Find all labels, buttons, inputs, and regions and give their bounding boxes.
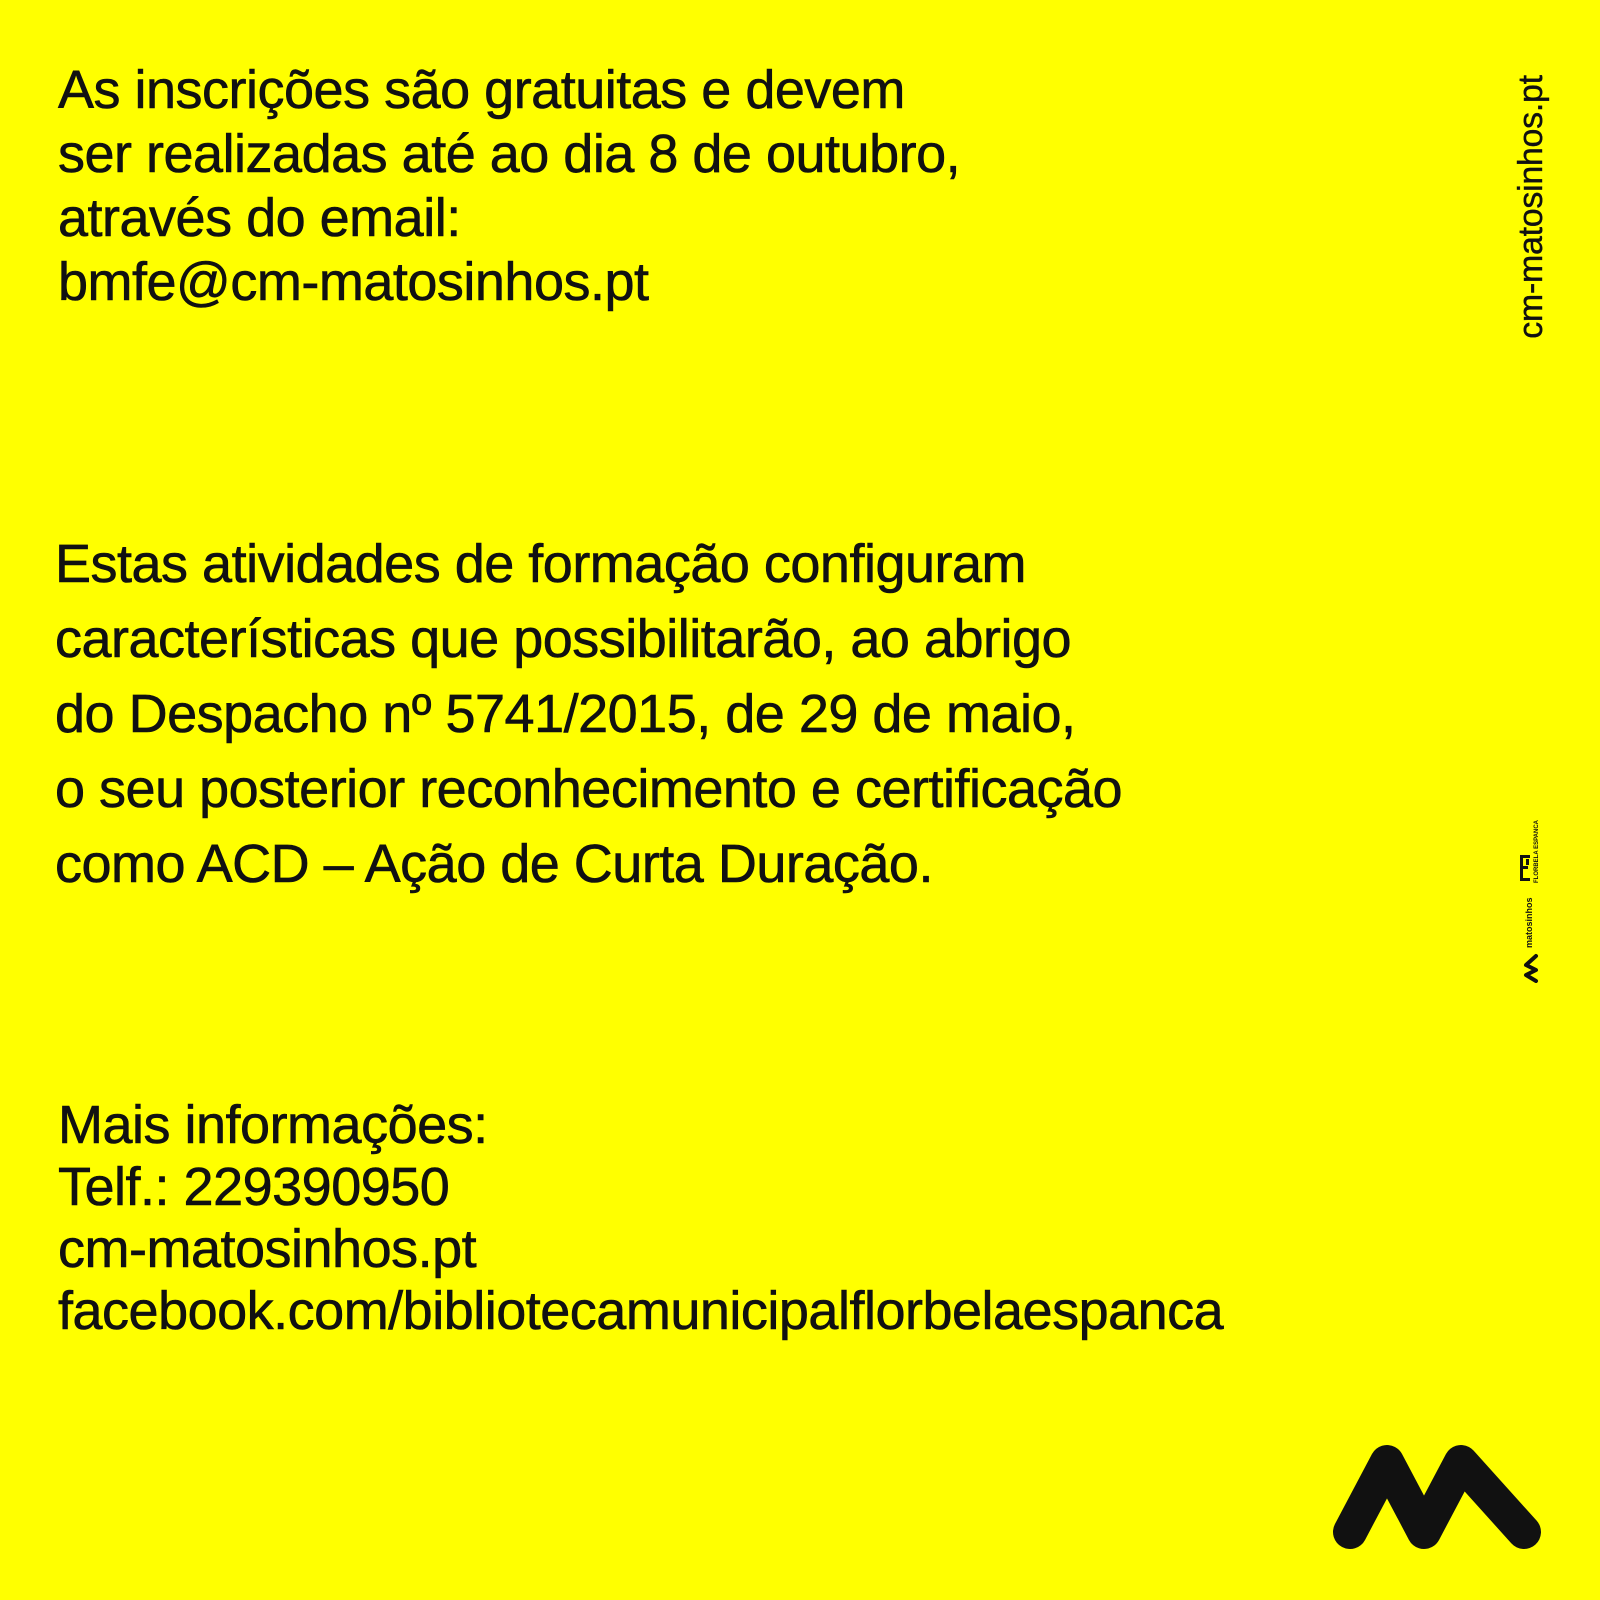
registration-email: bmfe@cm-matosinhos.pt	[58, 252, 649, 312]
contact-website: cm-matosinhos.pt	[58, 1219, 477, 1279]
certification-text	[55, 527, 1122, 902]
registration-line: através do email:	[58, 188, 461, 248]
contact-info	[58, 1094, 1223, 1342]
matosinhos-m-logo-icon	[1332, 1440, 1542, 1552]
matosinhos-logo-text: matosinhos	[1524, 897, 1534, 948]
certification-line: o seu posterior reconhecimento e certificação	[55, 759, 1123, 819]
side-website-text: cm-matosinhos.pt	[1512, 75, 1550, 339]
contact-facebook: facebook.com/bibliotecamunicipalflorbelaespanca	[58, 1281, 1224, 1341]
certification-line: do Despacho nº 5741/2015, de 29 de maio,	[55, 684, 1076, 744]
matosinhos-mini-m-icon	[1519, 953, 1543, 983]
certification-line: como ACD – Ação de Curta Duração.	[55, 834, 933, 894]
certification-line: Estas atividades de formação configuram	[55, 534, 1027, 594]
side-website-label	[1511, 62, 1551, 352]
registration-text	[58, 58, 960, 314]
partner-logos	[1517, 803, 1545, 983]
contact-heading: Mais informações:	[58, 1095, 488, 1155]
registration-line: ser realizadas até ao dia 8 de outubro,	[58, 124, 961, 184]
florbela-espanca-logo-text: FLORBELA ESPANCA	[1534, 820, 1540, 883]
contact-phone: Telf.: 229390950	[58, 1157, 450, 1217]
registration-line: As inscrições são gratuitas e devem	[58, 60, 905, 120]
certification-line: características que possibilitarão, ao abrigo	[55, 609, 1072, 669]
